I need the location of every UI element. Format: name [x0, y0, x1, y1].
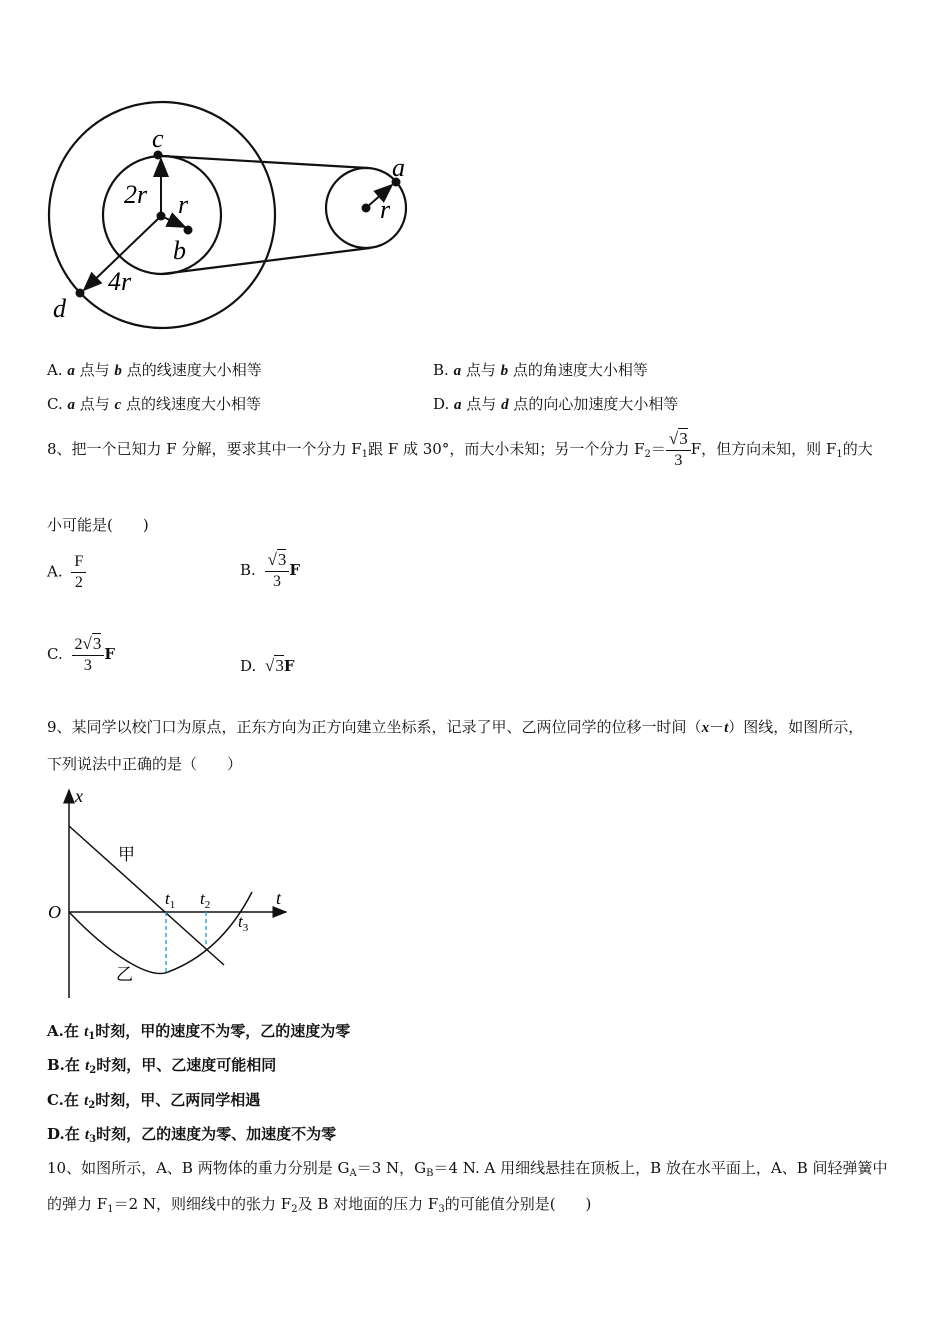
- label-a: a: [392, 153, 405, 182]
- yi-label: 乙: [116, 965, 133, 984]
- xt-graph: [40, 780, 300, 1005]
- question-10-line1: 10、如图所示，A、B 两物体的重力分别是 $G_A=3$ N，$G_B=4$ N. A 用细线悬挂在顶板上，B 放在水平面上，A、B 间轻弹簧中: [47, 1159, 888, 1179]
- question-9-line1: 9、某同学以校门口为原点，正东方向为正方向建立坐标系，记录了甲、乙两位同学的位移一时间（x－t）图线，如图所示，: [47, 718, 864, 736]
- option-8c[interactable]: C. $\frac{2√3}{3}$ F: [47, 634, 115, 674]
- option-7c[interactable]: C. a 点与 c 点的线速度大小相等: [47, 395, 261, 413]
- label-4r: 4r: [108, 267, 132, 296]
- pulley-figure: [40, 95, 420, 335]
- option-9b[interactable]: B.在 $t_2$时刻，甲、乙速度可能相同: [47, 1056, 277, 1076]
- option-7d[interactable]: D. a 点与 d 点的向心加速度大小相等: [433, 395, 679, 413]
- jia-label: 甲: [118, 845, 135, 864]
- label-r-inner: r: [178, 190, 189, 219]
- label-2r: 2r: [124, 180, 148, 209]
- question-9-line2: 下列说法中正确的是（ ）: [47, 755, 243, 773]
- option-8a[interactable]: A. $\frac{F}{2}$: [47, 552, 86, 593]
- label-b: b: [173, 236, 186, 265]
- option-9a[interactable]: A.在 $t_1$时刻，甲的速度不为零，乙的速度为零: [47, 1022, 351, 1042]
- option-8b[interactable]: B. $\frac{√3}{3}$ F: [240, 550, 301, 590]
- t-axis-label: t: [276, 888, 282, 908]
- x-axis-label: x: [75, 786, 83, 806]
- yi-curve: [69, 892, 252, 973]
- option-9d[interactable]: D.在 $t_3$时刻，乙的速度为零、加速度不为零: [47, 1125, 337, 1145]
- option-8d[interactable]: D. √3F: [240, 656, 295, 675]
- label-d: d: [53, 294, 66, 323]
- option-7b[interactable]: B. a 点与 b 点的角速度大小相等: [433, 361, 648, 379]
- question-8-stem: 8、把一个已知力 F 分解，要求其中一个分力 $F_1$跟 F 成 30°，而大小未知；另一个分力 $F_2=$ $\frac{√3}{3}$ F，但方向未知，则 $F_1$的大: [47, 429, 873, 469]
- option-7a[interactable]: A. a 点与 b 点的线速度大小相等: [47, 361, 262, 379]
- label-r-small: r: [380, 195, 391, 224]
- t3-label: $t_3$: [238, 912, 249, 934]
- option-9c[interactable]: C.在 $t_2$时刻，甲、乙两同学相遇: [47, 1091, 261, 1111]
- belt-bottom: [162, 248, 370, 274]
- fraction-sqrt3-over-3: $\frac{√3}{3}$: [666, 429, 691, 471]
- question-8-line2: 小可能是( ): [47, 516, 149, 534]
- origin-label: O: [48, 902, 61, 922]
- t2-label: $t_2$: [200, 889, 211, 911]
- question-10-line2: 的弹力 $F_1=2$ N，则细线中的张力 $F_2$及 B 对地面的压力 $F_3$的可能值分别是( ): [47, 1195, 592, 1215]
- label-c: c: [152, 124, 164, 153]
- t1-label: $t_1$: [165, 889, 176, 911]
